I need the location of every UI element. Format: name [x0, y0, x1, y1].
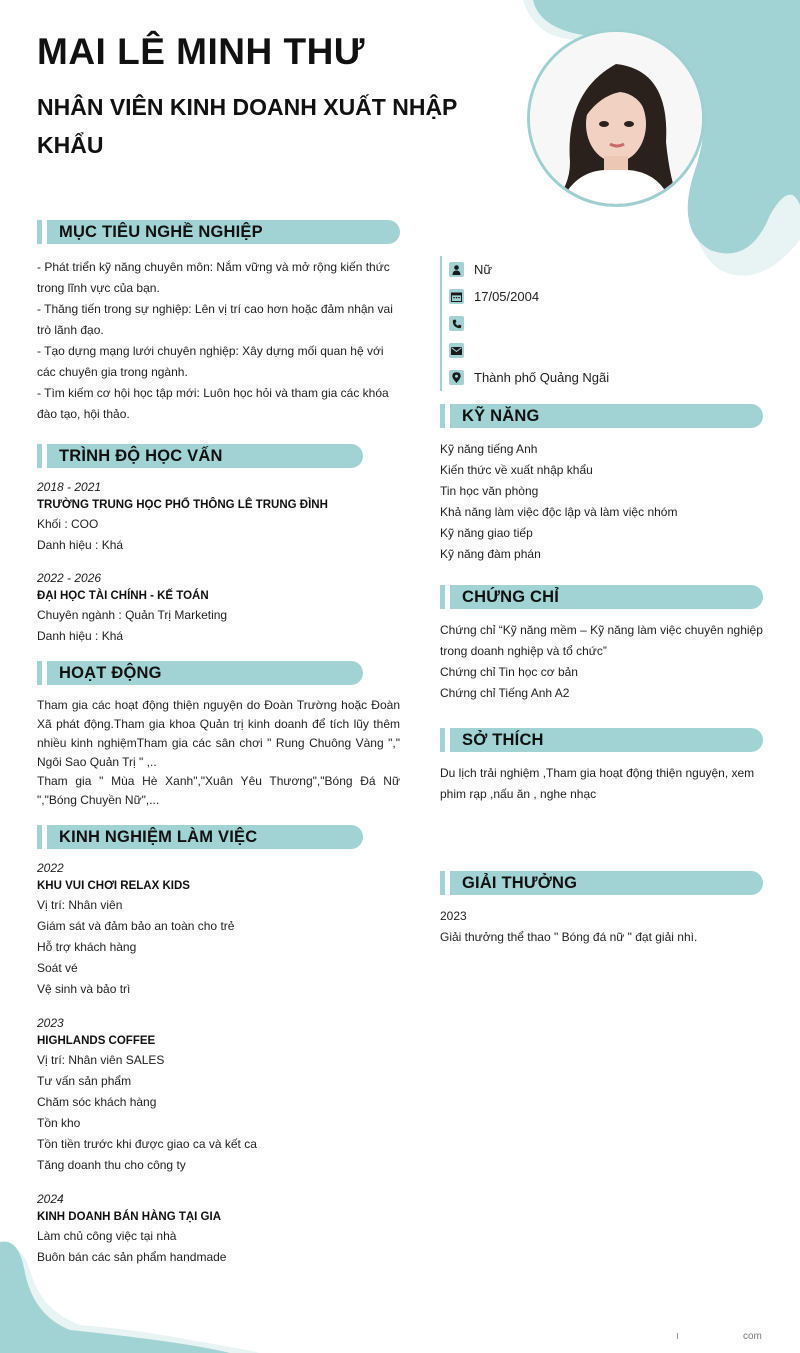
school-name: ĐẠI HỌC TÀI CHÍNH - KẾ TOÁN [37, 590, 209, 602]
experience-year: 2023 [37, 1016, 64, 1030]
experience-entry [37, 1190, 400, 1268]
footer-watermark: com [743, 1331, 762, 1342]
contact-phone [449, 310, 763, 337]
experience-year: 2024 [37, 1192, 64, 1206]
education-detail: Chuyên ngành : Quản Trị Marketing [37, 608, 228, 622]
address-value: Thành phố Quảng Ngãi [474, 370, 610, 385]
skill-item: Kiến thức về xuất nhập khẩu [440, 463, 593, 477]
candidate-name: MAI LÊ MINH THƯ [37, 31, 365, 72]
experience-list [37, 859, 400, 1268]
certificate-item: Chứng chỉ “Kỹ năng mềm – Kỹ năng làm việc chuyên nghiệp trong doanh nghiệp và tổ chức” [440, 623, 763, 658]
section-title-objective: MỤC TIÊU NGHỀ NGHIỆP [37, 220, 400, 244]
experience-year: 2022 [37, 861, 64, 875]
company-name: KHU VUI CHƠI RELAX KIDS [37, 880, 190, 892]
experience-item: Vệ sinh và bảo trì [37, 982, 131, 996]
contact-address [449, 364, 763, 391]
experience-entry [37, 859, 400, 1000]
section-title-hobbies: SỞ THÍCH [440, 728, 763, 752]
phone-icon [449, 316, 464, 331]
section-title-skills: KỸ NĂNG [440, 404, 763, 428]
education-list [37, 478, 400, 647]
profile-photo [527, 29, 705, 207]
experience-item: Soát vé [37, 961, 78, 975]
mail-icon [449, 343, 464, 358]
section-title-certificates: CHỨNG CHỈ [440, 585, 763, 609]
company-name: KINH DOANH BÁN HÀNG TẠI GIA [37, 1211, 221, 1223]
education-period: 2018 - 2021 [37, 480, 102, 494]
experience-item: Vị trí: Nhân viên SALES [37, 1053, 165, 1067]
objective-item: - Tạo dựng mạng lưới chuyên nghiệp: Xây dựng mối quan hệ với các chuyên gia trong ngành. [37, 344, 384, 379]
section-title-experience: KINH NGHIỆM LÀM VIỆC [37, 825, 363, 849]
gender-value: Nữ [474, 262, 493, 277]
experience-item: Tăng doanh thu cho công ty [37, 1158, 186, 1172]
skill-item: Tin học văn phòng [440, 484, 539, 498]
candidate-role: NHÂN VIÊN KINH DOANH XUẤT NHẬP KHẨU [37, 94, 457, 158]
left-column [37, 220, 400, 1268]
skill-item: Kỹ năng giao tiếp [440, 526, 533, 540]
experience-item: Tư vấn sản phẩm [37, 1074, 132, 1088]
education-detail: Khối : COO [37, 517, 99, 531]
experience-item: Giám sát và đảm bảo an toàn cho trẻ [37, 919, 235, 933]
contact-gender [449, 256, 763, 283]
right-column [440, 256, 763, 948]
experience-entry [37, 1014, 400, 1176]
award-year: 2023 [440, 909, 467, 923]
objective-item: - Tìm kiếm cơ hội học tập mới: Luôn học hỏi và tham gia các khóa đào tạo, hội thảo. [37, 386, 389, 421]
contact-dob [449, 283, 763, 310]
education-period: 2022 - 2026 [37, 571, 102, 585]
location-pin-icon [449, 370, 464, 385]
experience-item: Làm chủ công việc tại nhà [37, 1229, 177, 1243]
education-detail: Danh hiệu : Khá [37, 538, 124, 552]
contact-block [440, 256, 763, 391]
activities-body [37, 696, 400, 810]
objective-list [37, 257, 400, 425]
section-title-awards: GIẢI THƯỞNG [440, 871, 763, 895]
header [37, 30, 457, 164]
skill-item: Khả năng làm việc độc lập và làm việc nhóm [440, 505, 678, 519]
education-entry [37, 569, 400, 647]
skill-item: Kỹ năng tiếng Anh [440, 442, 538, 456]
hobbies-text: Du lịch trải nghiệm ,Tham gia hoạt động thiện nguyện, xem phim rạp ,nấu ăn , nghe nhạc [440, 766, 755, 801]
activities-paragraph: Tham gia " Mùa Hè Xanh","Xuân Yêu Thương","Bóng Đá Nữ ","Bóng Chuyền Nữ",... [37, 774, 400, 807]
education-entry [37, 478, 400, 556]
objective-item: - Thăng tiến trong sự nghiệp: Lên vị trí cao hơn hoặc đảm nhận vai trò lãnh đạo. [37, 302, 393, 337]
skill-item: Kỹ năng đàm phán [440, 547, 541, 561]
activities-paragraph: Tham gia các hoạt động thiện nguyện do Đoàn Trường hoặc Đoàn Xã phát động.Tham gia khoa Quản trị kinh doanh để tích lũy thêm nhiều kinh nghiệmTham gia các sân chơi " Rung Chuông Vàng "," Ngôi Sao Quản Trị " ,.. [37, 698, 400, 769]
awards-body [440, 906, 763, 948]
person-icon [449, 262, 464, 277]
experience-item: Chăm sóc khách hàng [37, 1095, 157, 1109]
section-title-education: TRÌNH ĐỘ HỌC VẤN [37, 444, 363, 468]
calendar-icon [449, 289, 464, 304]
experience-item: Buôn bán các sản phẩm handmade [37, 1250, 227, 1264]
company-name: HIGHLANDS COFFEE [37, 1035, 156, 1047]
certificate-item: Chứng chỉ Tiếng Anh A2 [440, 686, 570, 700]
experience-item: Vị trí: Nhân viên [37, 898, 123, 912]
footer-mark [677, 1333, 678, 1339]
certificates-list [440, 620, 763, 704]
objective-item: - Phát triển kỹ năng chuyên môn: Nắm vững và mở rộng kiến thức trong lĩnh vực của bạn. [37, 260, 390, 295]
school-name: TRƯỜNG TRUNG HỌC PHỔ THÔNG LÊ TRUNG ĐÌNH [37, 499, 328, 511]
skills-list [440, 439, 763, 565]
experience-item: Tồn tiền trước khi được giao ca và kết ca [37, 1137, 257, 1151]
education-detail: Danh hiệu : Khá [37, 629, 124, 643]
experience-item: Tồn kho [37, 1116, 81, 1130]
award-text: Giải thưởng thể thao " Bóng đá nữ " đạt giải nhì. [440, 930, 698, 944]
contact-email [449, 337, 763, 364]
section-title-activities: HOẠT ĐỘNG [37, 661, 363, 685]
experience-item: Hỗ trợ khách hàng [37, 940, 137, 954]
dob-value: 17/05/2004 [474, 289, 540, 304]
certificate-item: Chứng chỉ Tin học cơ bản [440, 665, 578, 679]
